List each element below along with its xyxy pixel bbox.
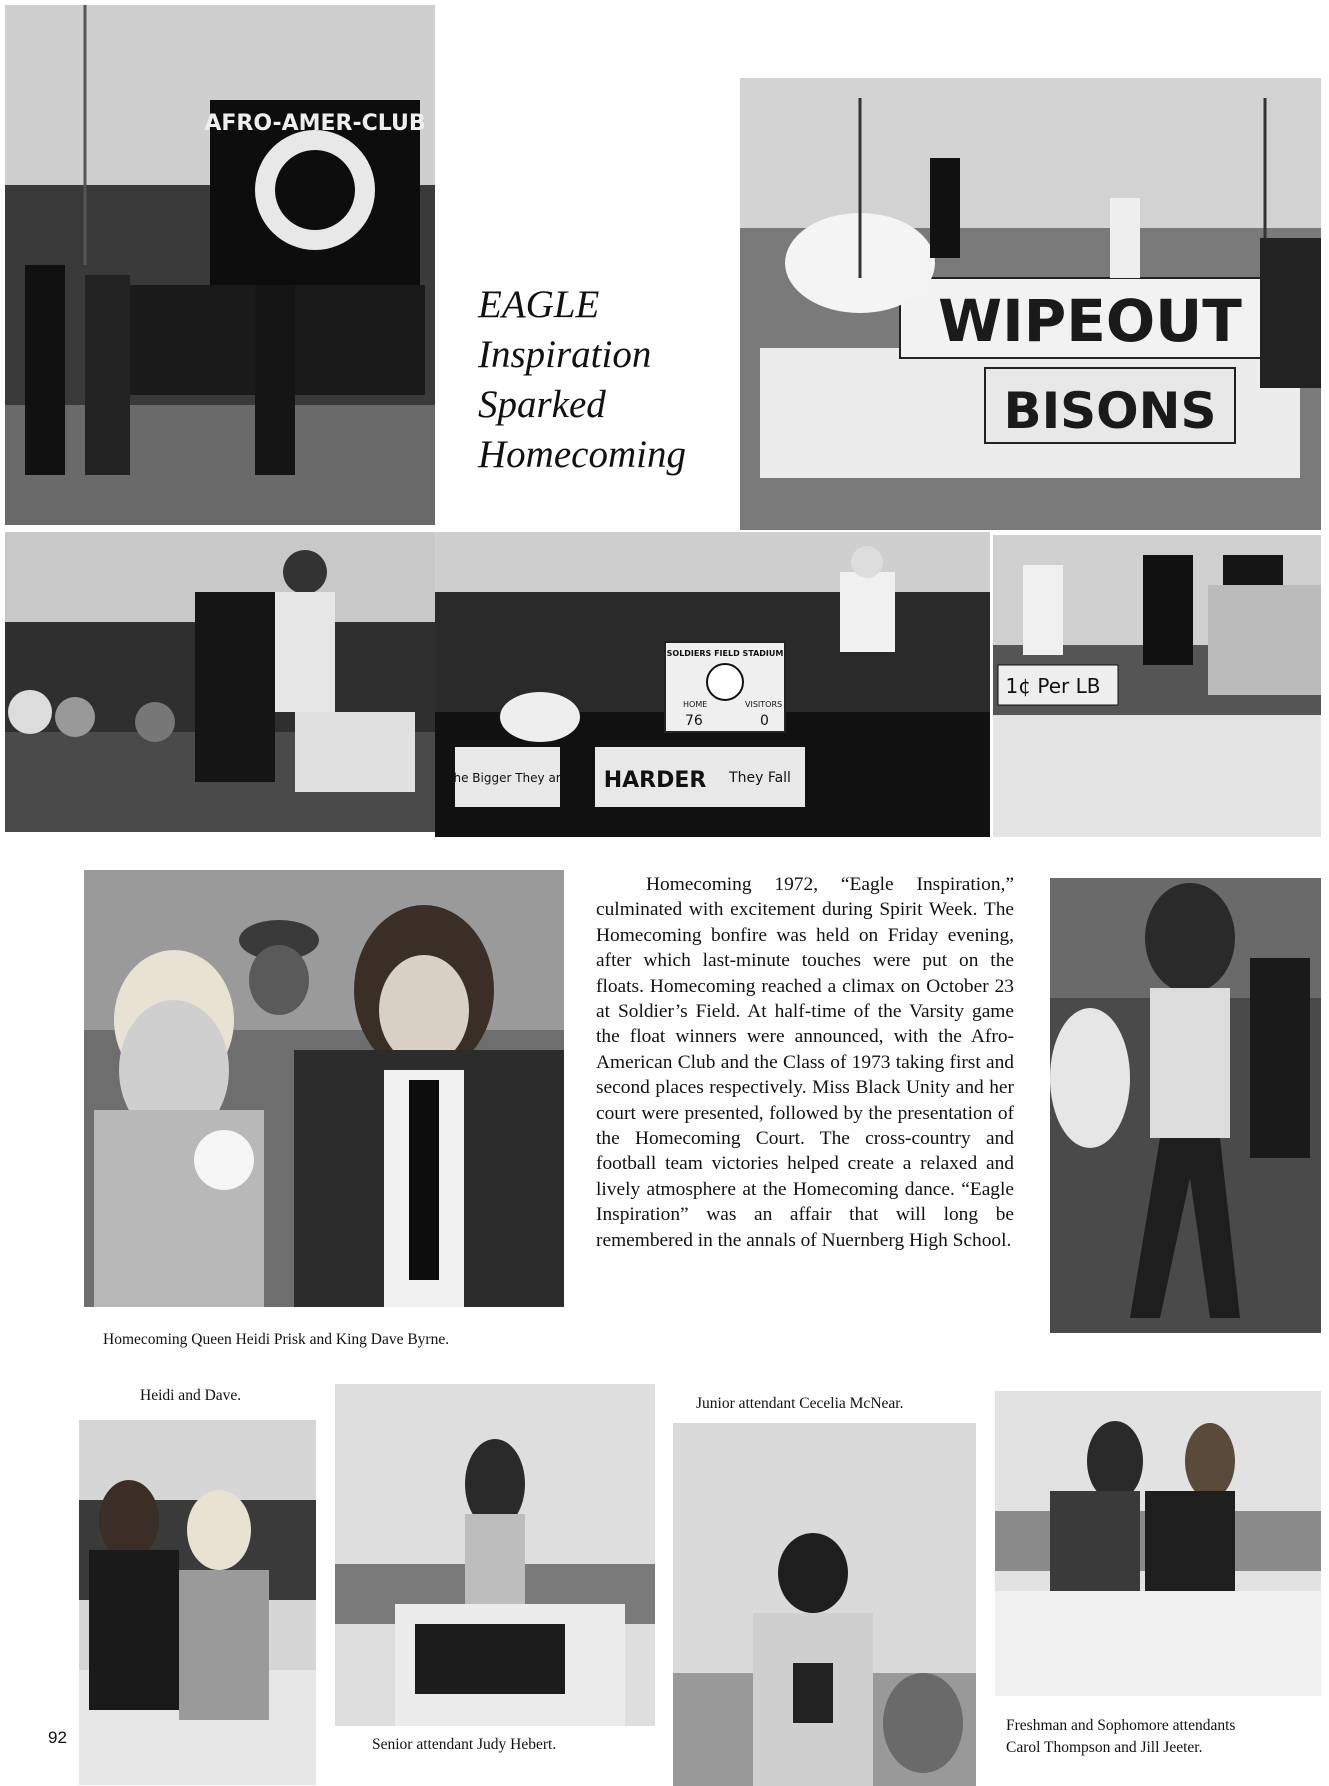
caption-heidi-dave: Heidi and Dave.: [140, 1387, 242, 1404]
page-title: [478, 280, 718, 480]
title-line-3: Sparked: [478, 383, 606, 426]
caption-freshman-line-1: Freshman and Sophomore attendants: [1006, 1717, 1236, 1734]
photo-scoreboard-float: [435, 532, 990, 837]
sign-harder: HARDER: [603, 768, 707, 793]
caption-queen-king: Homecoming Queen Heidi Prisk and King Dave Byrne.: [103, 1331, 450, 1348]
page-number: 92: [48, 1728, 67, 1747]
title-line-2: Inspiration: [478, 333, 652, 376]
photo-eagles-float: [993, 535, 1321, 837]
photo-float-crowd: [5, 532, 435, 832]
photo-wipeout-bisons-float: [740, 78, 1321, 530]
scoreboard-home: HOME: [683, 700, 708, 709]
photo-afro-american-club-float: [5, 5, 435, 525]
afro-banner-text: AFRO-AMER-CLUB: [204, 111, 426, 136]
scoreboard-title: SOLDIERS FIELD STADIUM: [666, 649, 784, 658]
sign-bigger: The Bigger They are: [446, 771, 568, 785]
scoreboard-visitors-score: 0: [760, 713, 769, 729]
photo-heidi-and-dave: [79, 1420, 316, 1785]
scoreboard-visitors: VISITORS: [745, 700, 783, 709]
bisons-text: BISONS: [1003, 382, 1217, 440]
photo-freshman-sophomore-attendants: [995, 1391, 1321, 1696]
title-line-4: Homecoming: [478, 433, 686, 476]
caption-junior: Junior attendant Cecelia McNear.: [696, 1395, 904, 1412]
photo-spirit-dancing: [1050, 878, 1321, 1333]
caption-freshman-line-2: Carol Thompson and Jill Jeeter.: [1006, 1739, 1203, 1756]
sign-price: 1¢ Per LB: [1005, 674, 1101, 698]
article-body: Homecoming 1972, “Eagle Inspiration,” culminated with excitement during Spirit Week. The Homecoming bonfire was held on Friday evening, after which last-minute touches were put on the floats. Homecoming reached a climax on October 23 at Soldier’s Field. At half-time of the Varsity game the float winners were announced, with the Afro-American Club and the Class of 1973 taking first and second places respectively. Miss Black Unity and her court were presented, followed by the presentation of the Homecoming Court. The cross-country and football team victories helped create a relaxed and lively atmosphere at the Homecoming dance. “Eagle Inspiration” was an affair that will long be remembered in the annals of Nuernberg High School.: [596, 874, 1014, 1251]
photo-senior-attendant: [335, 1384, 655, 1726]
photo-junior-attendant: [673, 1423, 976, 1786]
caption-senior: Senior attendant Judy Hebert.: [372, 1736, 557, 1753]
photo-queen-and-king: [84, 870, 564, 1307]
scoreboard-home-score: 76: [685, 713, 703, 729]
title-line-1: EAGLE: [478, 283, 600, 326]
sign-fall: They Fall: [729, 770, 791, 786]
wipeout-text: WIPEOUT: [938, 287, 1242, 355]
